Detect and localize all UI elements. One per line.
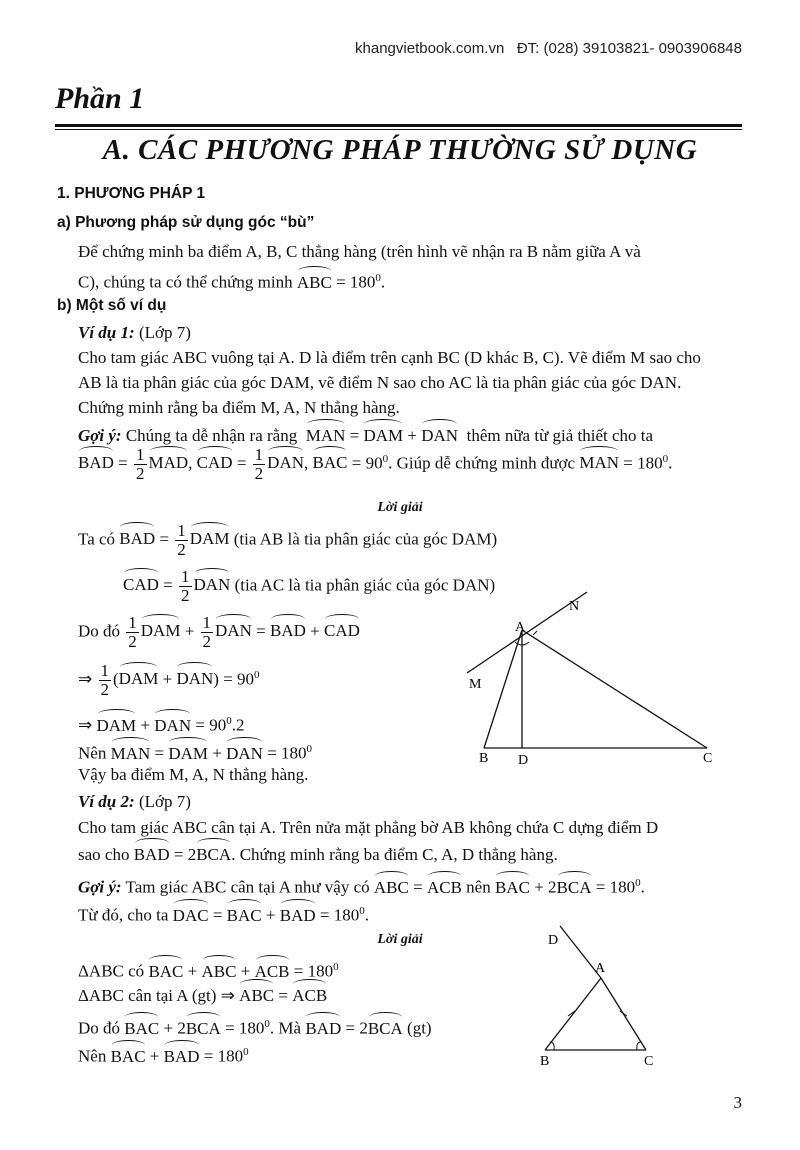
fig1-label-m: M (469, 677, 482, 692)
fig2-label-d: D (548, 933, 559, 948)
page-header (355, 40, 742, 57)
solution-1-step-2: CAD = $\frac{1}{2}$ DAN (tia AC là tia phân giác của góc DAN) (123, 567, 496, 605)
example-2-title: Ví dụ 2: (Lớp 7) (78, 792, 191, 811)
header-contact: ĐT: (028) 39103821- 0903906848 (516, 40, 742, 57)
solution-2-step-1: ΔABC có BAC + ABC + ACB = $180^0$ (78, 955, 339, 984)
example-1-line-1: Cho tam giác ABC vuông tại A. D là điểm trên cạnh BC (D khác B, C). Vẽ điểm M sao cho (78, 348, 701, 367)
section-title: A. CÁC PHƯƠNG PHÁP THƯỜNG SỬ DỤNG (102, 134, 698, 166)
fig1-label-d: D (518, 753, 529, 768)
solution-2-step-4: Nên BAC + BAD = $180^0$ (78, 1040, 249, 1069)
example-2-hint: Gợi ý: Tam giác ABC cân tại A như vậy có ABC = ACB nên BAC + $2BCA = 180^0$. (78, 871, 645, 900)
example-2-hint-2: Từ đó, cho ta DAC = BAC + BAD = $180^0$. (78, 899, 369, 928)
title-rule-thin (55, 129, 742, 130)
intro-line-2: C), chúng ta có thể chứng minh ABC = $180^0$. (78, 266, 385, 295)
part-title: Phần 1 (55, 82, 145, 115)
solution-1-step-6: Nên MAN = DAM + DAN = $180^0$ (78, 737, 312, 766)
fig2-label-c: C (644, 1054, 654, 1069)
intro-line-1: Để chứng minh ba điểm A, B, C thẳng hàng (trên hình vẽ nhận ra B nằm giữa A và (78, 242, 641, 261)
solution-2-step-3: Do đó BAC + $2BCA = 180^0$. Mà BAD = 2BCA (gt) (78, 1012, 432, 1041)
subheading-a: a) Phương pháp sử dụng góc “bù” (57, 214, 315, 231)
page-number: 3 (733, 1093, 742, 1112)
header-site: khangvietbook.com.vn (355, 40, 505, 57)
subheading-b: b) Một số ví dụ (57, 297, 167, 314)
fig2-label-b: B (540, 1054, 550, 1069)
example-1-line-3: Chứng minh rằng ba điểm M, A, N thẳng hàng. (78, 398, 400, 417)
example-1-hint-2: BAD = $\frac{1}{2}$ MAD, CAD = $\frac{1}{2}$ DAN, BAC = $90^0$. Giúp dễ chứng minh được MAN = $180^0$. (78, 445, 673, 483)
solution-1-conclusion: Vậy ba điểm M, A, N thẳng hàng. (78, 765, 309, 784)
figure-2-isosceles-triangle (530, 920, 670, 1070)
fig1-label-a: A (515, 620, 526, 635)
example-1-line-2: AB là tia phân giác của góc DAM, vẽ điểm N sao cho AC là tia phân giác của góc DAN. (78, 373, 682, 392)
solution-1-step-3: Do đó $\frac{1}{2}$ DAM + $\frac{1}{2}$ DAN = BAD + CAD (78, 613, 360, 651)
example-2-solution-heading: Lời giải (377, 932, 423, 947)
example-2-line-2: sao cho BAD = 2BCA. Chứng minh rằng ba điểm C, A, D thẳng hàng. (78, 843, 558, 867)
angle-abc: ABC (297, 271, 332, 295)
figure-1-right-triangle (455, 590, 745, 775)
fig2-label-a: A (595, 961, 606, 976)
example-2-line-1: Cho tam giác ABC cân tại A. Trên nửa mặt phẳng bờ AB không chứa C dựng điểm D (78, 818, 659, 837)
fig1-label-n: N (569, 599, 580, 614)
example-1-hint: Gợi ý: Chúng ta dễ nhận ra rằng MAN = DAM + DAN thêm nữa từ giả thiết cho ta (78, 424, 653, 448)
solution-2-step-2: ΔABC cân tại A (gt) ⇒ ABC = ACB (78, 984, 327, 1008)
example-1-title: Ví dụ 1: (Lớp 7) (78, 323, 191, 342)
method-heading: 1. PHƯƠNG PHÁP 1 (57, 185, 206, 202)
title-rule (55, 124, 742, 127)
fig1-label-b: B (479, 751, 489, 766)
fig1-label-c: C (703, 751, 713, 766)
solution-1-step-5: ⇒ DAM + DAN = $90^0.2$ (78, 709, 244, 738)
example-1-solution-heading: Lời giải (377, 500, 423, 515)
solution-1-step-4: ⇒ $\frac{1}{2}$ $(DAM + DAN) = 90^0$ (78, 661, 260, 699)
solution-1-step-1: Ta có BAD = $\frac{1}{2}$ DAM (tia AB là tia phân giác của góc DAM) (78, 521, 498, 559)
